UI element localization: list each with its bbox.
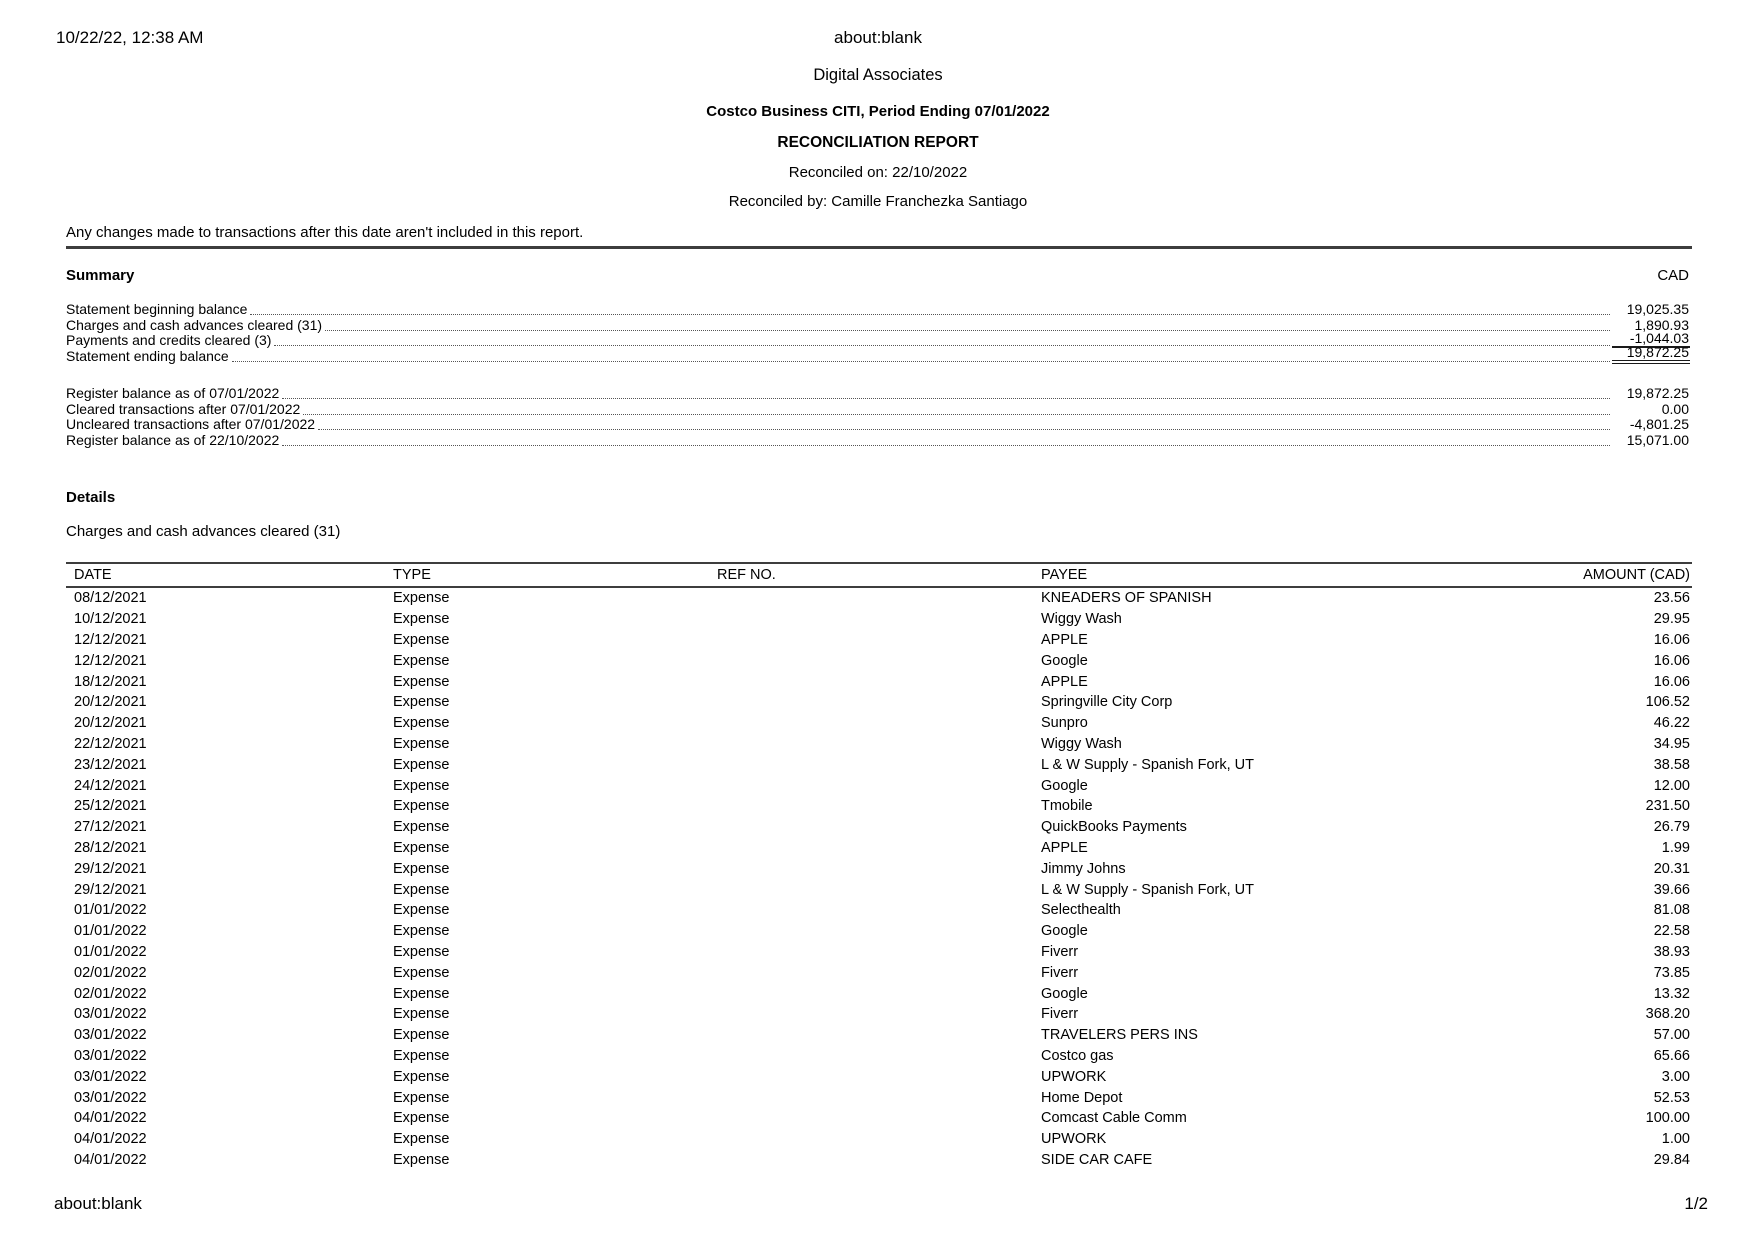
summary-header-row [66,267,1692,284]
date-cell: 01/01/2022 [74,902,147,919]
dot-leader [282,445,1610,446]
transaction-row [66,671,1692,692]
payee-cell: Tmobile [1041,798,1093,815]
table-header-row [66,562,1692,588]
dot-leader [274,345,1610,346]
date-cell: 12/12/2021 [74,631,147,648]
summary-row [66,302,1692,317]
summary-row [66,317,1692,332]
summary-heading: Summary [66,267,135,284]
payee-cell: APPLE [1041,673,1088,690]
date-cell: 04/01/2022 [74,1151,147,1168]
company-name: Digital Associates [813,66,943,84]
transaction-row [66,630,1692,651]
payee-cell: Springville City Corp [1041,694,1173,711]
date-cell: 03/01/2022 [74,1068,147,1085]
payee-cell: QuickBooks Payments [1041,819,1187,836]
date-cell: 08/12/2021 [74,590,147,607]
transaction-row [66,1129,1692,1150]
transaction-row [66,713,1692,734]
amount-cell: 39.66 [1653,881,1690,898]
dot-leader [232,361,1610,362]
amount-cell: 1.99 [1661,839,1690,856]
amount-cell: 57.00 [1653,1027,1690,1044]
footer-page-number: 1/2 [1684,1194,1708,1213]
disclaimer-text: Any changes made to transactions after this date aren't included in this report. [66,224,1692,249]
type-cell: Expense [393,839,450,856]
reconciled-on-line: Reconciled on: 22/10/2022 [788,164,968,181]
payee-cell: TRAVELERS PERS INS [1041,1027,1198,1044]
transaction-row [66,650,1692,671]
report-title: RECONCILIATION REPORT [777,134,979,151]
type-cell: Expense [393,1131,450,1148]
summary-value: -4,801.25 [1629,416,1689,433]
amount-cell: 22.58 [1653,923,1690,940]
payee-cell: APPLE [1041,839,1088,856]
summary-label: Register balance as of 22/10/2022 [66,431,280,448]
date-cell: 29/12/2021 [74,881,147,898]
transaction-row [66,858,1692,879]
summary-value: 19,025.35 [1626,301,1689,318]
summary-label: Payments and credits cleared (3) [66,332,272,349]
payee-cell: Fiverr [1041,943,1079,960]
type-cell: Expense [393,923,450,940]
summary-label: Register balance as of 07/01/2022 [66,385,280,402]
dot-leader [303,414,1610,415]
date-cell: 20/12/2021 [74,715,147,732]
type-cell: Expense [393,964,450,981]
transaction-row [66,1025,1692,1046]
transaction-row [66,692,1692,713]
amount-cell: 1.00 [1661,1131,1690,1148]
date-cell: 22/12/2021 [74,735,147,752]
transaction-row [66,796,1692,817]
date-cell: 29/12/2021 [74,860,147,877]
table-body [66,588,1692,1170]
payee-cell: Wiggy Wash [1041,611,1122,628]
amount-cell: 81.08 [1653,902,1690,919]
date-cell: 23/12/2021 [74,756,147,773]
type-cell: Expense [393,735,450,752]
amount-cell: 38.93 [1653,943,1690,960]
summary-row [66,401,1692,416]
type-cell: Expense [393,1068,450,1085]
date-cell: 02/01/2022 [74,985,147,1002]
transaction-row [66,983,1692,1004]
type-cell: Expense [393,1006,450,1023]
date-cell: 03/01/2022 [74,1006,147,1023]
amount-cell: 29.84 [1653,1151,1690,1168]
amount-cell: 368.20 [1645,1006,1690,1023]
amount-cell: 73.85 [1653,964,1690,981]
type-cell: Expense [393,798,450,815]
payee-cell: Google [1041,652,1088,669]
type-cell: Expense [393,819,450,836]
payee-cell: UPWORK [1041,1068,1107,1085]
amount-cell: 106.52 [1645,694,1690,711]
transaction-row [66,1108,1692,1129]
transaction-row [66,838,1692,859]
transaction-row [66,879,1692,900]
account-period-line: Costco Business CITI, Period Ending 07/01/2022 [706,103,1050,120]
summary-row [66,432,1692,447]
type-cell: Expense [393,860,450,877]
date-cell: 01/01/2022 [74,943,147,960]
summary-label: Cleared transactions after 07/01/2022 [66,400,301,417]
amount-cell: 12.00 [1653,777,1690,794]
summary-statement-block [66,302,1692,364]
date-cell: 24/12/2021 [74,777,147,794]
transaction-row [66,1066,1692,1087]
transaction-row [66,900,1692,921]
date-cell: 27/12/2021 [74,819,147,836]
type-cell: Expense [393,881,450,898]
transaction-row [66,817,1692,838]
date-cell: 02/01/2022 [74,964,147,981]
date-cell: 18/12/2021 [74,673,147,690]
payee-cell: Selecthealth [1041,902,1121,919]
payee-cell: Jimmy Johns [1041,860,1126,877]
payee-cell: Google [1041,985,1088,1002]
print-page-title: about:blank [834,28,922,47]
date-cell: 10/12/2021 [74,611,147,628]
payee-cell: Google [1041,777,1088,794]
payee-cell: Fiverr [1041,964,1079,981]
print-footer [0,1194,1756,1216]
date-cell: 28/12/2021 [74,839,147,856]
date-cell: 03/01/2022 [74,1027,147,1044]
transaction-row [66,734,1692,755]
type-cell: Expense [393,943,450,960]
date-cell: 12/12/2021 [74,652,147,669]
transaction-row [66,609,1692,630]
type-cell: Expense [393,756,450,773]
type-cell: Expense [393,590,450,607]
date-cell: 03/01/2022 [74,1047,147,1064]
transaction-row [66,1046,1692,1067]
type-cell: Expense [393,673,450,690]
summary-label: Statement beginning balance [66,301,248,318]
transaction-row [66,942,1692,963]
type-cell: Expense [393,1089,450,1106]
transactions-table [66,562,1692,1170]
transaction-row [66,962,1692,983]
amount-cell: 46.22 [1653,715,1690,732]
summary-row [66,343,1692,364]
payee-cell: Google [1041,923,1088,940]
amount-cell: 100.00 [1645,1110,1690,1127]
summary-register-block [66,386,1692,448]
summary-value: 19,872.25 [1612,345,1690,364]
currency-label: CAD [1657,267,1689,284]
dot-leader [282,398,1610,399]
amount-cell: 16.06 [1653,673,1690,690]
dot-leader [250,314,1610,315]
transaction-row [66,775,1692,796]
type-cell: Expense [393,611,450,628]
amount-cell: 52.53 [1653,1089,1690,1106]
date-cell: 04/01/2022 [74,1131,147,1148]
transaction-row [66,1004,1692,1025]
type-cell: Expense [393,715,450,732]
print-header [0,28,1756,50]
date-cell: 20/12/2021 [74,694,147,711]
amount-cell: 231.50 [1645,798,1690,815]
amount-cell: 16.06 [1653,652,1690,669]
date-cell: 25/12/2021 [74,798,147,815]
summary-row [66,330,1692,349]
type-cell: Expense [393,1151,450,1168]
summary-label: Uncleared transactions after 07/01/2022 [66,416,316,433]
payee-cell: Costco gas [1041,1047,1114,1064]
type-cell: Expense [393,985,450,1002]
transaction-row [66,1087,1692,1108]
details-heading: Details [66,489,116,506]
amount-cell: 29.95 [1653,611,1690,628]
payee-cell: Wiggy Wash [1041,735,1122,752]
amount-cell: 20.31 [1653,860,1690,877]
type-cell: Expense [393,631,450,648]
type-cell: Expense [393,652,450,669]
payee-cell: Sunpro [1041,715,1088,732]
print-datetime: 10/22/22, 12:38 AM [56,28,204,47]
type-cell: Expense [393,1047,450,1064]
summary-row [66,417,1692,432]
summary-value: 19,872.25 [1626,385,1689,402]
column-header-type: TYPE [393,567,431,583]
date-cell: 01/01/2022 [74,923,147,940]
payee-cell: Fiverr [1041,1006,1079,1023]
type-cell: Expense [393,694,450,711]
date-cell: 03/01/2022 [74,1089,147,1106]
transaction-row [66,1150,1692,1171]
dot-leader [318,429,1610,430]
details-section-title: Charges and cash advances cleared (31) [66,523,341,540]
footer-url: about:blank [54,1194,142,1213]
payee-cell: KNEADERS OF SPANISH [1041,590,1212,607]
summary-value: -1,044.03 [1612,331,1690,348]
transaction-row [66,754,1692,775]
dot-leader [325,330,1610,331]
payee-cell: APPLE [1041,631,1088,648]
column-header-amount: AMOUNT (CAD) [1583,567,1690,583]
amount-cell: 13.32 [1653,985,1690,1002]
amount-cell: 65.66 [1653,1047,1690,1064]
type-cell: Expense [393,777,450,794]
payee-cell: UPWORK [1041,1131,1107,1148]
summary-label: Charges and cash advances cleared (31) [66,316,323,333]
payee-cell: Comcast Cable Comm [1041,1110,1187,1127]
column-header-date: DATE [74,567,112,583]
type-cell: Expense [393,1110,450,1127]
summary-value: 1,890.93 [1634,316,1689,333]
amount-cell: 16.06 [1653,631,1690,648]
column-header-ref: REF NO. [717,567,776,583]
type-cell: Expense [393,1027,450,1044]
type-cell: Expense [393,902,450,919]
summary-label: Statement ending balance [66,347,229,364]
payee-cell: L & W Supply - Spanish Fork, UT [1041,881,1255,898]
transaction-row [66,921,1692,942]
summary-value: 15,071.00 [1626,431,1689,448]
column-header-payee: PAYEE [1041,567,1088,583]
date-cell: 04/01/2022 [74,1110,147,1127]
summary-value: 0.00 [1661,400,1689,417]
amount-cell: 38.58 [1653,756,1690,773]
amount-cell: 34.95 [1653,735,1690,752]
payee-cell: Home Depot [1041,1089,1123,1106]
amount-cell: 26.79 [1653,819,1690,836]
amount-cell: 3.00 [1661,1068,1690,1085]
payee-cell: L & W Supply - Spanish Fork, UT [1041,756,1255,773]
payee-cell: SIDE CAR CAFE [1041,1151,1153,1168]
summary-row [66,386,1692,401]
reconciled-by-line: Reconciled by: Camille Franchezka Santiago [728,193,1028,210]
amount-cell: 23.56 [1653,590,1690,607]
transaction-row [66,588,1692,609]
